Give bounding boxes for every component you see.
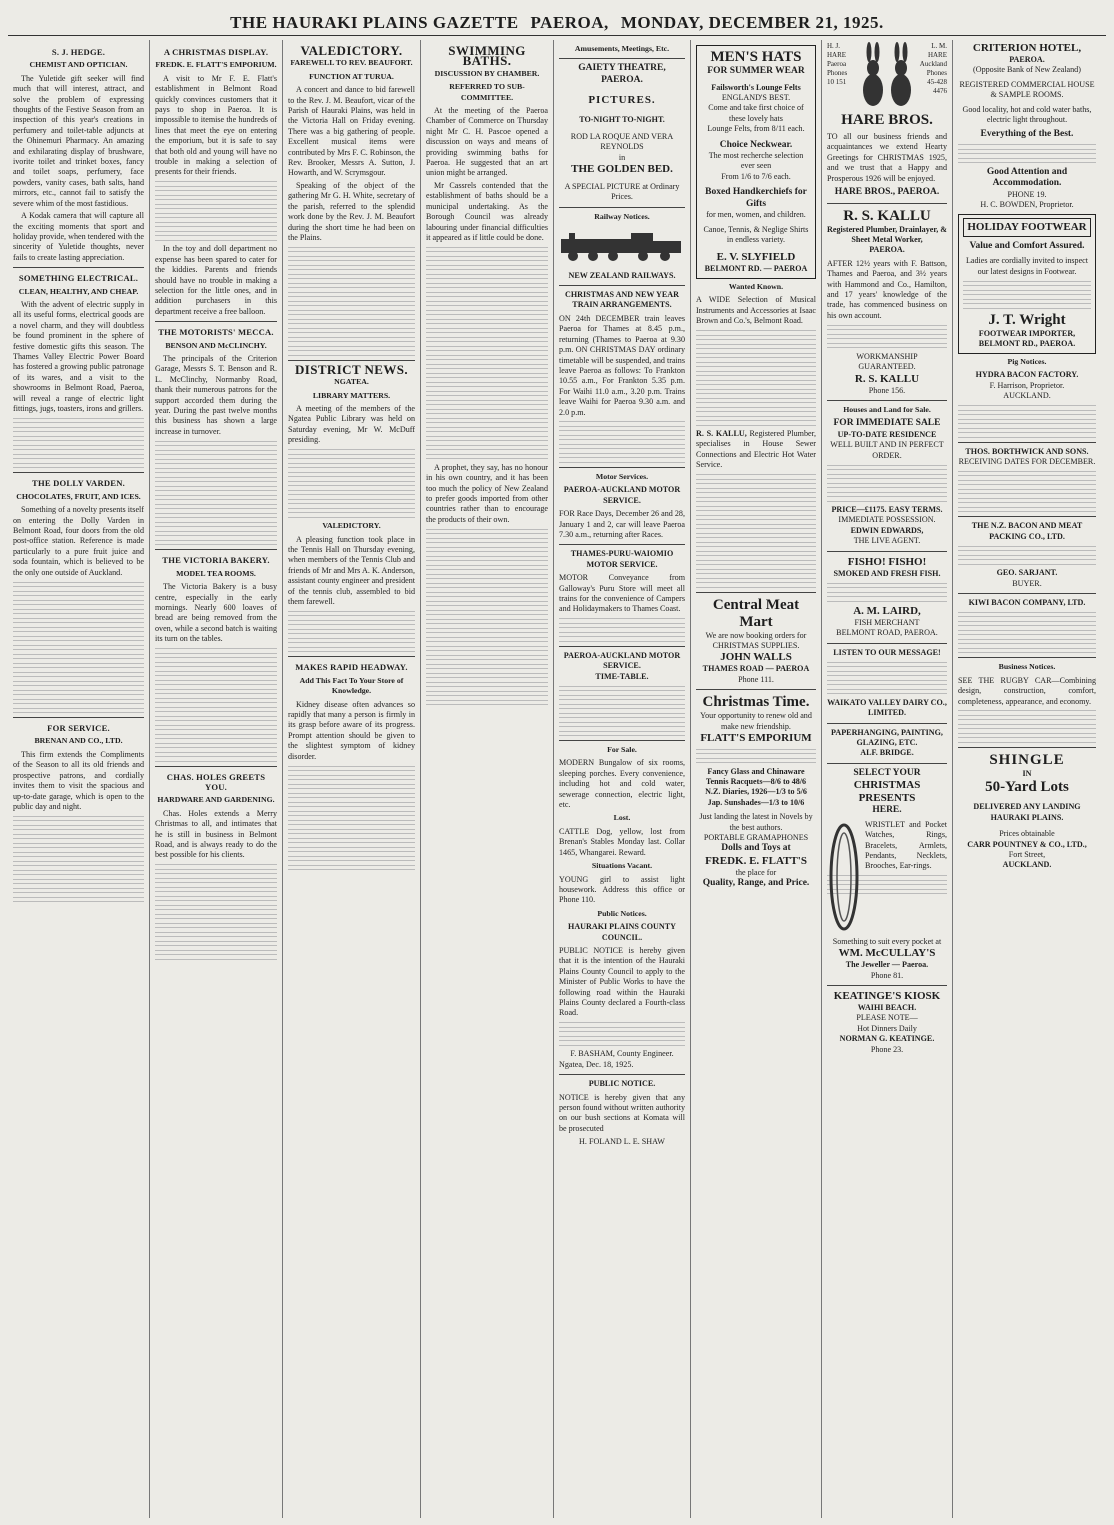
wanted-text: A WIDE Selection of Musical Instruments and Accessories at Isaac Brown and Co.'s, Belmont Road.: [696, 295, 816, 326]
text-filler: [696, 330, 816, 426]
article-paragraph: The principals of the Criterion Garage, Messrs S. T. Benson and R. L. McClinchy, Normanby Road, thank their numerous patrons for the support accorded them during the year. During the past twelve months this business has shown a large increase in turnover.: [155, 354, 277, 436]
meat-mart-address: THAMES ROAD — PAEROA: [702, 664, 810, 674]
hotel-location: (Opposite Bank of New Zealand): [973, 65, 1081, 75]
article-heading: S. J. HEDGE.: [51, 47, 106, 57]
divider: [559, 467, 685, 468]
emporium-line: N.Z. Diaries, 1926—1/3 to 5/6: [705, 787, 807, 797]
railways-title: NEW ZEALAND RAILWAYS.: [568, 270, 676, 280]
footwear-ad: [958, 214, 1096, 354]
text-filler: [696, 474, 816, 588]
text-filler: [13, 418, 144, 469]
council-signature: F. BASHAM, County Engineer.: [570, 1049, 674, 1059]
kiosk-title: KEATINGE'S KIOSK: [833, 990, 941, 1003]
article-subheading: FAREWELL TO REV. BEAUFORT.: [290, 58, 413, 68]
painting-title: PAPERHANGING, PAINTING, GLAZING, ETC.: [831, 727, 943, 747]
divider: [559, 740, 685, 741]
article-heading: VALEDICTORY.: [300, 43, 403, 58]
shingle-address: Fort Street,: [1008, 850, 1046, 859]
hare-phone-numbers: 45-428 4476: [927, 78, 947, 95]
divider: [155, 549, 277, 550]
text-filler: [958, 405, 1096, 438]
divider: [827, 203, 947, 204]
divider: [958, 516, 1096, 517]
dairy-name: WAIKATO VALLEY DAIRY CO., LIMITED.: [827, 697, 947, 718]
divider: [696, 689, 816, 690]
divider: [958, 747, 1096, 748]
fish-merchant: A. M. LAIRD,: [853, 605, 921, 618]
film-stars: ROD LA ROQUE AND VERA REYNOLDS: [570, 131, 674, 152]
kiosk-phone: Phone 23.: [870, 1044, 904, 1054]
text-filler: [559, 618, 685, 642]
film-in: in: [618, 152, 626, 162]
presents-title: CHRISTMAS PRESENTS: [853, 779, 921, 805]
meat-mart-owner: JOHN WALLS: [720, 651, 792, 664]
ad-subheadline: FOR SUMMER WEAR: [707, 66, 805, 76]
ad-line: Failsworth's Lounge Felts: [711, 82, 801, 92]
divider: [559, 285, 685, 286]
kallu-name: R. S. KALLU: [854, 372, 920, 385]
article-subheading: DISCUSSION BY CHAMBER.: [434, 68, 540, 78]
shingle-line: HAURAKI PLAINS.: [990, 812, 1064, 822]
fish-merchant-sub: FISH MERCHANT: [854, 618, 920, 628]
columns: [8, 40, 1106, 1518]
council-date: Ngatea, Dec. 18, 1925.: [559, 1059, 634, 1069]
ad-line: Come and take first choice of these lovely hats: [708, 103, 804, 123]
article-paragraph: Mr Cassrels contended that the establishment of baths should be a municipal undertaking. As the Borough Council was already labouring under financial difficulties it appeared as if little could be done.: [426, 180, 548, 242]
hare-left-info: [827, 42, 857, 112]
buyer-name: GEO. SARJANT.: [996, 568, 1058, 578]
ad-line: From 1/6 to 7/6 each.: [721, 171, 791, 181]
divider: [827, 985, 947, 986]
text-filler: [696, 749, 816, 764]
text-filler: [426, 529, 548, 706]
article-subheading: HARDWARE AND GARDENING.: [157, 795, 275, 805]
divider: [155, 766, 277, 767]
kallu-town: PAEROA.: [869, 245, 905, 255]
factory-name: THOS. BORTHWICK AND SONS.: [965, 446, 1089, 456]
text-filler: [288, 766, 415, 871]
column-7: [822, 40, 953, 1518]
jewellery-text: WRISTLET and Pocket Watches, Rings, Bracelets, Armlets, Pendants, Necklets, Brooches, Ear-rings.: [865, 819, 947, 871]
text-filler: [958, 710, 1096, 743]
column-6: [691, 40, 822, 1518]
divider: [13, 267, 144, 268]
article-paragraph: A concert and dance to bid farewell to the Rev. J. M. Beaufort, vicar of the Parish of Hauraki Plains, was held in the Victoria Hall on Friday evening. There was a big gathering of people. Excellent musical items were contributed by Mrs F. C. Robinson, the Rev. Brooker, Messrs A. Sutton, J. Howarth, and W. Scrymsgour.: [288, 85, 415, 178]
kallu-phone: Phone 156.: [868, 385, 906, 395]
text-filler: [155, 648, 277, 762]
sale-line: WELL BUILT AND IN PERFECT ORDER.: [830, 440, 944, 460]
section-label: Public Notices.: [597, 908, 647, 918]
article-paragraph: A visit to Mr F. E. Flatt's establishment in Belmont Road quickly convinces customers that it pays to shop in Paeroa. It is impossible to itemise the hundreds of lines that meet the eye on entering the emporium, but it is safe to say that both old and young will have no trouble in making a selection of presents for their friends.: [155, 73, 277, 177]
article-heading: DISTRICT NEWS.: [294, 361, 408, 377]
hotel-line: REGISTERED COMMERCIAL HOUSE & SAMPLE ROOMS.: [959, 79, 1095, 100]
divider: [827, 723, 947, 724]
film-title: THE GOLDEN BED.: [571, 163, 673, 176]
emporium-line: PORTABLE GRAMAPHONES: [703, 833, 809, 842]
kallu-text: AFTER 12½ years with F. Battson, Thames and Paeroa, and 3½ years with Hammond and Co., Hamilton, and 17 years' knowledge of the trade, has commenced business on his own account.: [827, 258, 947, 320]
ad-line: for men, women, and children.: [706, 210, 806, 220]
divider: [13, 472, 144, 473]
divider: [559, 646, 685, 647]
shingle-line: DELIVERED ANY LANDING: [973, 802, 1081, 812]
section-label: Wanted Known.: [728, 281, 784, 291]
divider: [155, 321, 277, 322]
article-paragraph: With the advent of electric supply in all its useful forms, electrical goods are a novel charm, and they will doubtless be found prominent in the sphere of festive domestic gifts this season. The Thames Valley Electric Power Board has fostered a growing public patronage of its wares, and a visit to the showrooms in Belmont Road, Paeroa, will reveal a range of electric light fittings, jugs, toasters, irons and grillers.: [13, 299, 144, 413]
article-paragraph: Chas. Holes extends a Merry Christmas to all, and intimates that he is still in business in Belmont Road, and is always ready to do the best possible for his clients.: [155, 808, 277, 860]
factory-name: KIWI BACON COMPANY, LTD.: [968, 597, 1086, 607]
text-filler: [827, 662, 947, 695]
emporium-line: Dolls and Toys at: [721, 843, 791, 854]
divider: [958, 442, 1096, 443]
jeweller-phone: Phone 81.: [870, 970, 904, 980]
sale-price: PRICE—£1175. EASY TERMS.: [831, 505, 943, 515]
article-subheading: FUNCTION AT TURUA.: [309, 71, 394, 81]
divider: [827, 551, 947, 552]
tonight-label: TO-NIGHT TO-NIGHT.: [579, 115, 665, 125]
masthead: [8, 10, 1106, 36]
article-paragraph: At the meeting of the Paeroa Chamber of Commerce on Thursday night Mr C. H. Pascoe opened a discussion on ways and means of providing swimming baths for Paeroa. He suggested that an art union might be arranged.: [426, 106, 548, 178]
hare-bros-text: TO all our business friends and acquaintances we extend Hearty Greetings for CHRISTMAS 1925, and we trust that a Happy and Prosperous 1926 will be enjoyed.: [827, 132, 947, 183]
article-subheading: CHOCOLATES, FRUIT, AND ICES.: [16, 491, 141, 501]
motor-title: PAEROA-AUCKLAND MOTOR SERVICE.: [563, 650, 681, 671]
buyer-label: BUYER.: [1012, 578, 1042, 588]
hare-bros-title: HARE BROS.: [841, 112, 933, 128]
text-filler: [559, 1022, 685, 1046]
article-paragraph: A Kodak camera that will capture all the exciting moments that sport and holiday provide, when tendered with the sincerity of Yuletide thoughts, never fails to create lasting appreciation.: [13, 211, 144, 262]
article-subheading: CHEMIST AND OPTICIAN.: [29, 60, 128, 70]
section-label: Railway Notices.: [594, 211, 650, 221]
divider: [288, 360, 415, 361]
emporium-name: FLATT'S EMPORIUM: [700, 732, 812, 745]
emporium-line: the place for: [735, 867, 777, 877]
text-filler: [288, 611, 415, 653]
article-subheading: MODEL TEA ROOMS.: [176, 568, 256, 578]
shingle-merchant: CARR POUNTNEY & CO., LTD.,: [967, 839, 1087, 849]
sale-headline: FOR IMMEDIATE SALE: [833, 418, 941, 429]
article-subheading: NGATEA.: [334, 377, 369, 387]
fish-address: BELMONT ROAD, PAEROA.: [836, 628, 938, 638]
article-subheading: CLEAN, HEALTHY, AND CHEAP.: [18, 286, 139, 296]
lost-text: CATTLE Dog, yellow, lost from Brenan's Stables Monday last. Collar 1465, Whangarei. Reward.: [559, 826, 685, 857]
divider: [827, 763, 947, 764]
text-filler: [963, 281, 1091, 309]
painting-name: ALF. BRIDGE.: [860, 748, 914, 758]
sale-agent-sub: THE LIVE AGENT.: [853, 536, 921, 546]
hotel-town: PAEROA.: [1009, 55, 1045, 64]
factory-sub: F. Harrison, Proprietor.: [989, 380, 1065, 390]
text-filler: [426, 247, 548, 460]
emporium-line: Just landing the latest in Novels by the best authors.: [699, 812, 813, 832]
jeweller-name: WM. McCULLAY'S: [838, 947, 936, 960]
article-paragraph: A meeting of the members of the Ngatea Public Library was held on Saturday evening, Mr W. McDuff presiding.: [288, 404, 415, 445]
vacant-text: YOUNG girl to assist light housework. Address this office or Phone 110.: [559, 874, 685, 905]
kallu-title: R. S. KALLU: [843, 207, 931, 224]
fish-title: FISHO! FISHO!: [847, 555, 927, 568]
ad-line: Boxed Handkerchiefs for Gifts: [705, 187, 807, 209]
train-heading: CHRISTMAS AND NEW YEAR TRAIN ARRANGEMENTS.: [564, 290, 679, 310]
divider: [288, 656, 415, 657]
special-note: A SPECIAL PICTURE at Ordinary Prices.: [564, 182, 680, 202]
hare-town: Auckland: [919, 60, 947, 68]
ad-line: Canoe, Tennis, & Neglige Shirts in endless variety.: [703, 224, 809, 245]
factory-name: THE N.Z. BACON AND MEAT PACKING CO., LTD.: [971, 521, 1083, 541]
jeweller-sub: The Jeweller — Paeroa.: [845, 960, 929, 970]
emporium-line: Tennis Racquets—8/6 to 48/6: [705, 776, 807, 786]
text-filler: [827, 583, 947, 602]
kallu-subtitle: Registered Plumber, Drainlayer, & Sheet Metal Worker,: [827, 224, 947, 244]
hotel-name: CRITERION HOTEL,: [972, 42, 1082, 54]
footwear-address: BELMONT RD., PAEROA.: [978, 339, 1076, 349]
hotel-proprietor: H. C. BOWDEN, Proprietor.: [980, 200, 1074, 210]
hare-surname: HARE: [827, 51, 847, 59]
fish-subtitle: SMOKED AND FRESH FISH.: [833, 568, 941, 578]
article-heading: SWIMMING BATHS.: [448, 43, 526, 69]
rugby-text: SEE THE RUGBY CAR—Combining design, construction, comfort, completeness, appearance, and economy.: [958, 675, 1096, 706]
footwear-text: Ladies are cordially invited to inspect our latest designs in Footwear.: [965, 256, 1089, 276]
text-filler: [13, 582, 144, 714]
section-label: Lost.: [613, 813, 631, 823]
hare-phone-numbers: 10 151: [827, 78, 847, 86]
ad-line: Lounge Felts, from 8/11 each.: [707, 124, 805, 134]
paper-date: MONDAY, DECEMBER 21, 1925.: [620, 12, 884, 32]
article-paragraph: This firm extends the Compliments of the Season to all its old friends and prospective patrons, and cordially invites them to visit the spacious and up-to-date garage, which is open to the public day and night.: [13, 749, 144, 811]
hare-surname: HARE: [927, 51, 947, 59]
divider: [958, 657, 1096, 658]
emporium-line: Fancy Glass and Chinaware: [707, 766, 805, 776]
presents-line: HERE.: [872, 805, 902, 816]
column-5: [554, 40, 691, 1518]
section-label: Amusements, Meetings, Etc.: [574, 44, 670, 53]
column-1: [8, 40, 150, 1518]
article-subheading: LIBRARY MATTERS.: [312, 390, 391, 400]
kiosk-owner: NORMAN G. KEATINGE.: [839, 1034, 935, 1044]
article-paragraph: The Yuletide gift seeker will find much that will interest, attract, and solve the problem of expressing thoughts of the Festive Season from an inspection of this year's creations in perfumery and toilet-table adjuncts at the Ohinemuri Pharmacy. An amazing and exhilarating display of brushware, ivorite toilet and trinket boxes, fancy and toilet soaps, perfumery, face powders, vanity cases, bath salts, hand mirrors, etc., cannot fail to satisfy the severe whim of the most fastidious.: [13, 73, 144, 208]
paper-town: PAEROA,: [530, 12, 609, 32]
text-filler: [827, 325, 947, 349]
presents-line: SELECT YOUR: [853, 767, 921, 778]
article-subheading: BENSON AND McCLINCHY.: [165, 340, 267, 350]
column-4: [421, 40, 554, 1518]
section-label: Houses and Land for Sale.: [843, 404, 931, 414]
article-subheading: Add This Fact To Your Store of Knowledge.: [299, 675, 404, 696]
text-filler: [559, 421, 685, 463]
timetable-label: TIME-TABLE.: [595, 671, 649, 681]
article-heading: MAKES RAPID HEADWAY.: [295, 662, 408, 673]
sale-agent: EDWIN EDWARDS,: [850, 525, 924, 535]
article-heading: FOR SERVICE.: [47, 723, 110, 734]
hare-phones-label: Phones: [926, 69, 947, 77]
footwear-subtitle: Value and Comfort Assured.: [969, 240, 1085, 251]
divider: [827, 400, 947, 401]
theatre-name: GAIETY THEATRE, PAEROA.: [578, 63, 666, 85]
train-icon: [559, 229, 685, 263]
jewellery-block: [827, 817, 947, 937]
article-heading: THE DOLLY VARDEN.: [32, 478, 125, 489]
council-title: HAURAKI PLAINS COUNTY COUNCIL.: [568, 922, 676, 942]
section-label: Business Notices.: [998, 662, 1056, 672]
notice-text: NOTICE is hereby given that any person found without written authority on our bush sections at Komata will be prosecuted: [559, 1092, 685, 1133]
xmas-time-title: Christmas Time.: [702, 694, 810, 711]
article-paragraph: Speaking of the object of the gathering Mr G. H. White, secretary of the parish, referred to the splendid work done by the Rev. J. M. Beaufort during the short time he had been on the Plains.: [288, 180, 415, 242]
divider: [559, 1074, 685, 1075]
hare-right-info: [917, 42, 947, 112]
article-heading: A CHRISTMAS DISPLAY.: [163, 47, 269, 57]
hare-initials: H. J.: [827, 42, 841, 50]
section-label: Motor Services.: [595, 471, 649, 481]
hotel-slogan: Good Attention and Accommodation.: [986, 166, 1068, 189]
footwear-title: HOLIDAY FOOTWEAR: [963, 218, 1091, 237]
divider: [13, 717, 144, 718]
factory-name: HYDRA BACON FACTORY.: [975, 370, 1079, 380]
ad-line: ENGLAND'S BEST.: [721, 92, 791, 102]
shingle-title: SHINGLE: [989, 751, 1065, 768]
divider: [559, 544, 685, 545]
divider: [827, 643, 947, 644]
kallu-guarantee: WORKMANSHIP GUARANTEED.: [856, 351, 918, 372]
hare-town: Paeroa: [827, 60, 847, 68]
footwear-merchant: J. T. Wright: [988, 312, 1066, 329]
article-paragraph: Kidney disease often advances so rapidly that many a person is firmly in its grasp before aware of its progress. Prompt attention should be given to the slightest symptom of kidney disorder.: [288, 699, 415, 761]
article-subheading: REFERRED TO SUB-COMMITTEE.: [449, 82, 525, 102]
text-filler: [155, 181, 277, 241]
kallu-desc: Registered Plumber, specialises in House Sewer Connections and Electric Hot Water Service.: [696, 429, 816, 470]
article-paragraph: The Victoria Bakery is a busy centre, especially in the early mornings. Nearly 600 loaves of bread are being removed from the oven, while a second batch is waiting its turn on the tables.: [155, 582, 277, 644]
pictures-label: PICTURES.: [588, 94, 656, 107]
hare-phones-label: Phones: [827, 69, 848, 77]
hare-bros-signature: HARE BROS., PAEROA.: [834, 187, 940, 198]
factory-town: AUCKLAND.: [1003, 391, 1051, 401]
hotel-slogan: Everything of the Best.: [980, 129, 1074, 140]
mens-hats-ad: [696, 45, 816, 279]
hare-bros-header: [827, 42, 947, 112]
kallu-text: [696, 429, 816, 471]
shingle-city: AUCKLAND.: [1002, 860, 1052, 870]
article-heading: CHAS. HOLES GREETS YOU.: [166, 771, 266, 792]
kallu-name: R. S. KALLU,: [696, 429, 747, 438]
text-filler: [958, 144, 1096, 163]
ad-line: The most recherche selection ever seen: [708, 151, 804, 171]
emporium-line: Jap. Sunshades—1/3 to 10/6: [707, 797, 805, 807]
column-8: [953, 40, 1101, 1518]
article-paragraph: Something of a novelty presents itself on entering the Dolly Varden in Belmont Road, four doors from the old post-office station. Reference is made particularly to a pure fruit juice and soda fountain, which is believed to be the only one outside of Auckland.: [13, 505, 144, 577]
text-filler: [559, 686, 685, 737]
ad-address: BELMONT RD. — PAEROA: [704, 264, 808, 274]
footwear-merchant-sub: FOOTWEAR IMPORTER,: [978, 329, 1076, 339]
shingle-line: Prices obtainable: [999, 829, 1055, 839]
divider: [559, 58, 685, 59]
motor-title: PAEROA-AUCKLAND MOTOR SERVICE.: [563, 485, 681, 505]
divider: [559, 207, 685, 208]
jeweller-line: Something to suit every pocket at: [832, 936, 942, 946]
article-paragraph: A prophet, they say, has no honour in his own country, and it has been too much the policy of New Zealand to prefer goods imported from other countries rather than to encourage the products of their own.: [426, 462, 548, 524]
ad-headline: MEN'S HATS: [710, 49, 802, 65]
emporium-name: FREDK. E. FLATT'S: [705, 854, 807, 867]
section-label: Pig Notices.: [1007, 356, 1047, 366]
emporium-line: Quality, Range, and Price.: [702, 878, 810, 889]
article-subheading: FREDK. E. FLATT'S EMPORIUM.: [155, 60, 277, 70]
bracelet-illustration: [827, 817, 861, 937]
paper-title: THE HAURAKI PLAINS GAZETTE: [230, 12, 519, 32]
text-filler: [155, 441, 277, 546]
sale-line: IMMEDIATE POSSESSION.: [838, 515, 936, 525]
train-text: ON 24th DECEMBER train leaves Paeroa for Thames at 8.45 p.m., returning (Thames to Paeroa at 9.30 p.m. ON CHRISTMAS DAY ordinary timetable will be suspended, and trains leave Paeroa as follows: To Frankton 10.55 a.m., For Frankton 5.35 p.m. For Waihi 11.0 a.m., 3.20 p.m. Trains leave Waihi for Paeroa 9.30 a.m. and 2.0 p.m.: [559, 313, 685, 417]
article-heading: SOMETHING ELECTRICAL.: [18, 273, 139, 284]
article-heading: THE VICTORIA BAKERY.: [162, 555, 270, 566]
kiosk-line: PLEASE NOTE—: [856, 1013, 918, 1023]
hares-illustration: [857, 42, 917, 112]
kiosk-location: WAIHI BEACH.: [857, 1003, 917, 1013]
divider: [958, 593, 1096, 594]
column-2: [150, 40, 283, 1518]
sale-text: MODERN Bungalow of six rooms, sleeping porches. Every convenience, including hot and cold water, sewerage connection, electric light, etc.: [559, 758, 685, 810]
notice-signature: H. FOLAND L. E. SHAW: [579, 1137, 665, 1147]
section-label: Situations Vacant.: [591, 861, 653, 871]
notice-title: PUBLIC NOTICE.: [588, 1079, 656, 1089]
ad-merchant: E. V. SLYFIELD: [716, 251, 796, 264]
section-label: For Sale.: [607, 745, 637, 755]
factory-sub: RECEIVING DATES FOR DECEMBER.: [958, 456, 1096, 466]
dairy-headline: LISTEN TO OUR MESSAGE!: [833, 647, 941, 657]
text-filler: [155, 864, 277, 960]
council-text: PUBLIC NOTICE is hereby given that it is the intention of the Hauraki Plains County Council to apply to the Minister of Public Works to have the following road within the Hauraki Plains County declared a Fourth-class Road.: [559, 945, 685, 1018]
column-3: [283, 40, 421, 1518]
text-filler: [958, 546, 1096, 565]
article-subheading: VALEDICTORY.: [322, 521, 381, 531]
shingle-in: IN: [1022, 768, 1032, 778]
xmas-time-text: Your opportunity to renew old and make new friendship.: [700, 711, 812, 731]
article-paragraph: A pleasing function took place in the Tennis Hall on Thursday evening, when members of the Tennis Club and friends of Mr and Mrs A. K. Anderson, assistant county engineer and president of the tennis club, assembled to bid them farewell.: [288, 534, 415, 606]
ad-line: Choice Neckwear.: [719, 139, 793, 150]
text-filler: [288, 247, 415, 356]
kiosk-line: Hot Dinners Daily: [857, 1023, 917, 1033]
hare-initials: L. M.: [931, 42, 947, 50]
text-filler: [958, 612, 1096, 654]
article-paragraph: In the toy and doll department no expense has been spared to cater for the kiddies. Parents and friends should have no trouble in making a selection for the little ones, and in addition purchasers in this department receive a free balloon.: [155, 244, 277, 316]
motor-title: THAMES-PURU-WAIOMIO MOTOR SERVICE.: [570, 549, 674, 569]
hotel-line: Good locality, hot and cold water baths, electric light throughout.: [962, 104, 1092, 125]
shingle-lots: 50-Yard Lots: [985, 779, 1069, 796]
text-filler: [958, 471, 1096, 513]
article-heading: THE MOTORISTS' MECCA.: [158, 327, 274, 338]
text-filler: [13, 816, 144, 903]
meat-mart-text: We are now booking orders for CHRISTMAS SUPPLIES.: [705, 630, 807, 651]
text-filler: [827, 465, 947, 502]
article-subheading: BRENAN AND CO., LTD.: [34, 736, 123, 746]
text-filler: [288, 449, 415, 518]
hotel-phone: PHONE 19.: [1007, 189, 1047, 199]
meat-mart-phone: Phone 111.: [738, 674, 774, 684]
motor-text: MOTOR Conveyance from Galloway's Puru Store will meet all trains for the convenience of Campers and Holidaymakers to Thames Coast.: [559, 573, 685, 614]
sale-line: UP-TO-DATE RESIDENCE: [837, 429, 937, 439]
divider: [696, 592, 816, 593]
motor-text: FOR Race Days, December 26 and 28, January 1 and 2, car will leave Paeroa 7.30 a.m., returning after Races.: [559, 509, 685, 539]
meat-mart-title: Central Meat Mart: [712, 596, 800, 630]
